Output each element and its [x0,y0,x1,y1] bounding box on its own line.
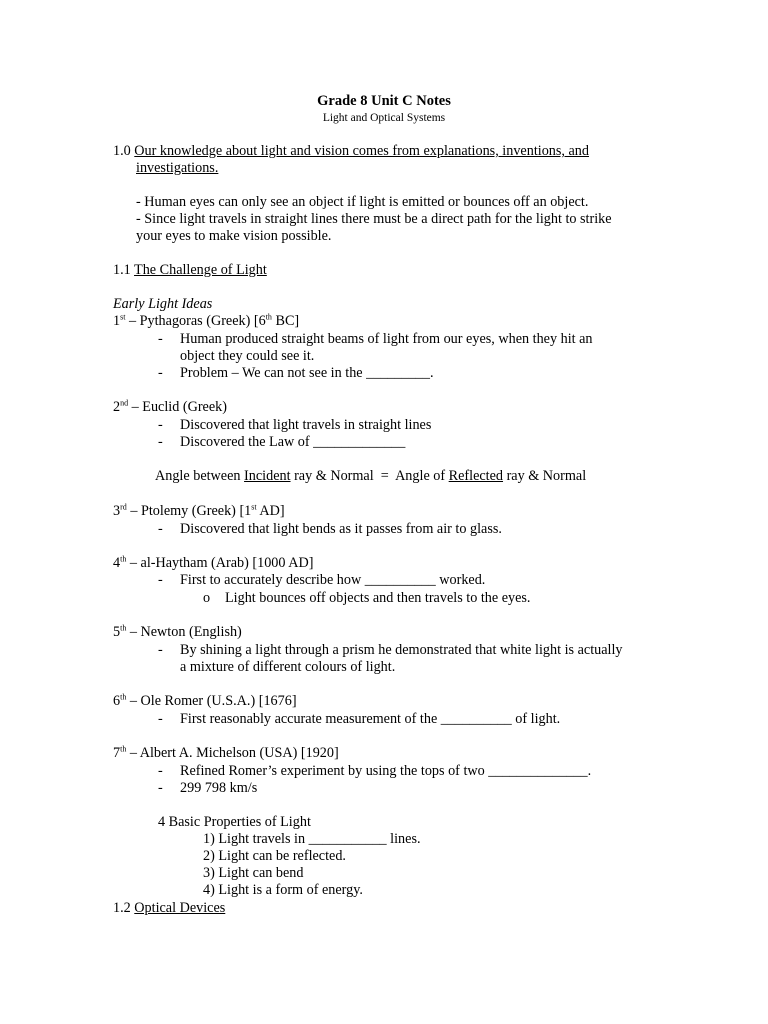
document-subtitle: Light and Optical Systems [322,112,446,124]
section-number: 1.0 [113,143,131,159]
section-heading-text: The Challenge of Light [134,262,267,278]
property-item: 4) Light is a form of energy. [203,882,363,898]
idea-heading: 6th – Ole Romer (U.S.A.) [1676] [113,692,297,709]
bullet-continuation: a mixture of different colours of light. [180,659,396,675]
bullet-item: - First to accurately describe how __________ worked. [158,572,486,588]
law-of-reflection: Angle between Incident ray & Normal = Angle of Reflected ray & Normal [155,468,587,484]
sub-bullet-item: o Light bounces off objects and then travels to the eyes. [203,590,531,606]
bullet-item: - Discovered that light bends as it passes from air to glass. [158,521,502,537]
section-1-0-heading [113,143,589,160]
section-heading-text: Optical Devices [134,900,226,916]
idea-heading: 3rd – Ptolemy (Greek) [1st AD] [113,502,285,519]
bullet-item: - Problem – We can not see in the _________. [158,365,434,381]
section-number: 1.1 [113,262,131,278]
bullet-item: - First reasonably accurate measurement of the __________ of light. [158,711,561,727]
property-item: 1) Light travels in ___________ lines. [203,831,421,847]
subheading: Early Light Ideas [113,296,213,312]
section-1-1-heading [113,262,267,279]
property-item: 2) Light can be reflected. [203,848,346,864]
idea-heading: 2nd – Euclid (Greek) [113,398,227,415]
paragraph: - Since light travels in straight lines there must be a direct path for the light to strike [136,211,612,227]
idea-heading: 1st – Pythagoras (Greek) [6th BC] [113,312,300,329]
properties-heading: 4 Basic Properties of Light [158,814,311,830]
circle-bullet-icon: o [203,590,211,606]
document-title: Grade 8 Unit C Notes [317,93,451,109]
paragraph: - Human eyes can only see an object if light is emitted or bounces off an object. [136,194,589,210]
bullet-item: - Discovered that light travels in straight lines [158,417,432,433]
property-item: 3) Light can bend [203,865,304,881]
section-heading-text: Our knowledge about light and vision comes from explanations, inventions, and [134,143,589,159]
section-1-2-heading [113,900,225,917]
bullet-item: - By shining a light through a prism he demonstrated that white light is actually [158,642,623,658]
bullet-item: - Refined Romer’s experiment by using the tops of two ______________. [158,763,592,779]
bullet-item: - 299 798 km/s [158,780,258,796]
idea-heading: 4th – al-Haytham (Arab) [1000 AD] [113,554,314,571]
section-number: 1.2 [113,900,131,916]
idea-heading: 5th – Newton (English) [113,623,242,640]
paragraph-continuation: your eyes to make vision possible. [136,228,332,244]
bullet-item: - Human produced straight beams of light from our eyes, when they hit an [158,331,593,347]
section-heading-continuation: investigations. [136,160,219,176]
bullet-item: - Discovered the Law of _____________ [158,434,406,450]
bullet-continuation: object they could see it. [180,348,315,364]
idea-heading: 7th – Albert A. Michelson (USA) [1920] [113,744,339,761]
